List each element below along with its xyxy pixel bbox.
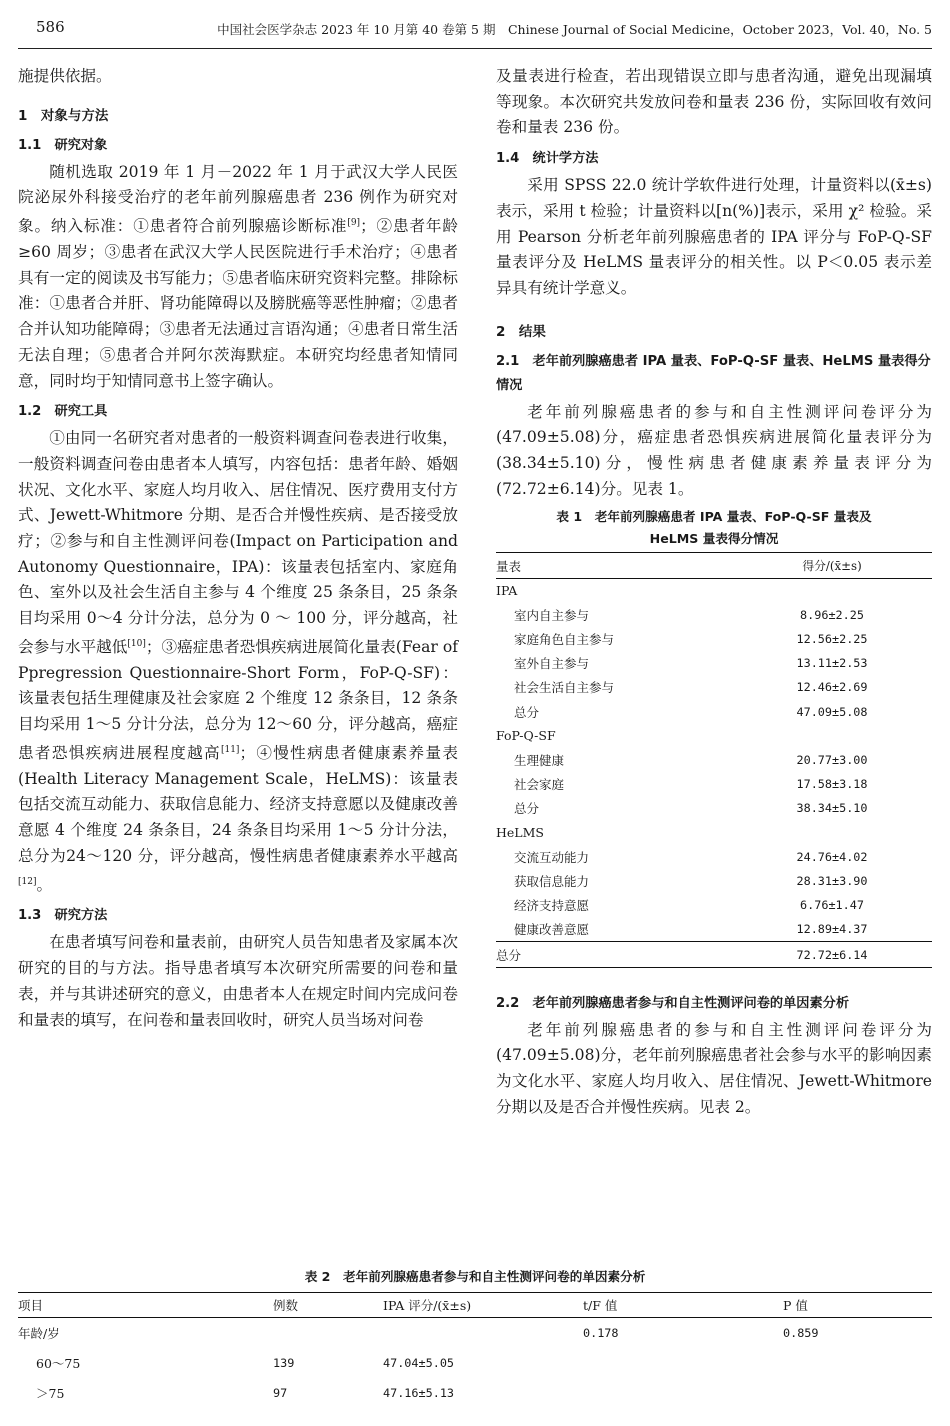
subsection-heading-1-4: 1.4 统计学方法 <box>496 151 599 167</box>
row-label: 社会生活自主参与 <box>514 680 615 696</box>
table-header-row <box>18 1293 932 1318</box>
row-value: 17.58±3.18 <box>796 777 868 792</box>
column-header: t/F 值 <box>583 1293 783 1318</box>
table1 <box>496 552 932 967</box>
row-label: 交流互动能力 <box>514 849 590 865</box>
text: ；③癌症患者恐惧疾病进展简化量表(Fear of Ppregression Questionnaire-Short Form，FoP-Q-SF)：该量表包括生理健康及社会家庭 2 个维度 12 条条目，12 条条目均采用 1～5 分计分法，总分为 12～60 分，评分越高，癌症患者恐惧疾病进展程度越高 <box>18 638 458 763</box>
text: ；④慢性病患者健康素养量表(Health Literacy Management Scale，HeLMS)：该量表包括交流互动能力、获取信息能力、经济支持意愿以及健康改善意愿 4 个维度 24 条条目，24 条条目均采用 1～5 分计分法，总分为24～120 分，评分越高，慢性病患者健康素养水平越高 <box>18 744 458 865</box>
caption-line: 表 1 老年前列腺癌患者 IPA 量表、FoP-Q-SF 量表及 <box>556 509 872 525</box>
table-row <box>496 796 932 820</box>
row-label: 生理健康 <box>514 753 565 769</box>
row-value: 24.76±4.02 <box>796 849 868 864</box>
citation-ref: [9] <box>347 218 361 229</box>
row-label: 60～75 <box>36 1356 81 1371</box>
table-row <box>496 893 932 917</box>
p-value: 0.859 <box>783 1326 819 1340</box>
table-row <box>496 603 932 627</box>
paragraph-continuation: 及量表进行检查，若出现错误立即与患者沟通，避免出现漏填等现象。本次研究共发放问卷和量表 236 份，实际回收有效问卷和量表 236 份。 <box>496 67 932 137</box>
row-label: 健康改善意愿 <box>514 922 590 938</box>
column-header: 得分/(x̄±s) <box>732 553 932 578</box>
row-value: 38.34±5.10 <box>796 801 868 816</box>
row-count: 139 <box>273 1356 295 1370</box>
table-row <box>18 1348 932 1378</box>
column-header: 项目 <box>18 1293 273 1318</box>
table-row <box>496 651 932 675</box>
right-column <box>496 64 932 1120</box>
text: ①由同一名研究者对患者的一般资料调查问卷表进行收集，一般资料调查问卷由患者本人填写，内容包括：患者年龄、婚姻状况、文化水平、家庭人均月收入、居住情况、医疗费用支付方式、Jewett-Whitmore 分期、是否合并慢性疾病、是否接受放疗；②参与和自主性测评问卷(Impact on Participation and Autonomy Questionnaire，IPA)：该量表包括室内、家庭角色、室外以及社会生活自主参与 4 个维度 25 条条目，25 条条目均采用 0～4 分计分法，总分为 0 ～ 100 分，评分越高，社会参与水平越低 <box>18 429 458 657</box>
paragraph-statistics: 采用 SPSS 22.0 统计学软件进行处理，计量资料以(x̄±s)表示，采用 t 检验；计量资料以[n(%)]表示，采用 χ² 检验。采用 Pearson 分析老年前列腺癌患者的 IPA 评分与 FoP-Q-SF 量表评分及 HeLMS 量表评分的相关性。以 P＜0.05 表示差异具有统计学意义。 <box>496 176 932 297</box>
page-number: 586 <box>36 18 65 36</box>
row-label: 家庭角色自主参与 <box>514 632 615 648</box>
row-value: 8.96±2.25 <box>800 607 864 622</box>
row-label: 获取信息能力 <box>514 873 590 889</box>
table-row <box>496 917 932 942</box>
row-label: ＞75 <box>36 1386 65 1401</box>
section-heading-2: 2 结果 <box>496 323 546 340</box>
table2-caption: 表 2 老年前列腺癌患者参与和自主性测评问卷的单因素分析 <box>304 1269 646 1284</box>
paragraph-results-2-2: 老年前列腺癌患者的参与和自主性测评问卷评分为(47.09±5.08)分，老年前列腺癌患者社会参与水平的影响因素为文化水平、家庭人均月收入、居住情况、Jewett-Whitmore 分期以及是否合并慢性疾病。见表 2。 <box>496 1020 932 1116</box>
subsection-heading-1-1: 1.1 研究对象 <box>18 137 108 153</box>
row-value: 47.16±5.13 <box>383 1386 455 1400</box>
paragraph-research-tools <box>18 426 458 898</box>
row-value: 20.77±3.00 <box>796 753 868 768</box>
table-group-row <box>496 578 932 603</box>
table-group-row <box>18 1318 932 1349</box>
subsection-heading-2-2: 2.2 老年前列腺癌患者参与和自主性测评问卷的单因素分析 <box>496 995 850 1011</box>
row-value: 12.56±2.25 <box>796 632 868 647</box>
column-header: P 值 <box>783 1293 932 1318</box>
left-column <box>18 64 458 1033</box>
table1-caption <box>496 506 932 550</box>
t-value: 0.178 <box>583 1326 619 1340</box>
text: 随机选取 2019 年 1 月－2022 年 1 月于武汉大学人民医院泌尿外科接受治疗的老年前列腺癌患者 236 例作为研究对象。纳入标准：①患者符合前列腺癌诊断标准 <box>18 162 458 236</box>
column-header: IPA 评分/(x̄±s) <box>383 1293 583 1318</box>
text: 。 <box>36 875 53 894</box>
paragraph-research-subjects <box>18 160 458 395</box>
row-value: 12.46±2.69 <box>796 680 868 695</box>
row-label: 室外自主参与 <box>514 656 590 672</box>
row-value: 47.04±5.05 <box>383 1356 455 1370</box>
column-header: 量表 <box>496 553 732 578</box>
text: ；②患者年龄≥60 周岁；③患者在武汉大学人民医院进行手术治疗；④患者具有一定的阅读及书写能力；⑤患者临床研究资料完整。排除标准：①患者合并肝、肾功能障碍以及膀胱癌等恶性肿瘤；②患者合并认知功能障碍；③患者无法通过言语沟通；④患者日常生活无法自理；⑤患者合并阿尔茨海默症。本研究均经患者知情同意，同时均于知情同意书上签字确认。 <box>18 217 458 390</box>
journal-citation: 中国社会医学杂志 2023 年 10 月第 40 卷第 5 期 Chinese Journal of Social Medicine，October 2023，Vol. 40，No. 5 <box>217 22 932 37</box>
paragraph-research-methods: 在患者填写问卷和量表前，由研究人员告知患者及家属本次研究的目的与方法。指导患者填写本次研究所需要的问卷和量表，并与其讲述研究的意义，由患者本人在规定时间内完成问卷和量表的填写，在问卷和量表回收时，研究人员当场对问卷 <box>18 933 458 1029</box>
row-value: 12.89±4.37 <box>796 922 868 937</box>
row-value: 13.11±2.53 <box>796 656 868 671</box>
table-row <box>496 748 932 772</box>
citation-ref: [10] <box>127 638 146 649</box>
row-label: 室内自主参与 <box>514 607 590 623</box>
subsection-heading-2-1: 2.1 老年前列腺癌患者 IPA 量表、FoP-Q-SF 量表、HeLMS 量表得分情况 <box>496 353 931 393</box>
table-group-row <box>496 821 932 845</box>
row-count: 97 <box>273 1386 288 1400</box>
subsection-heading-1-3: 1.3 研究方法 <box>18 908 108 924</box>
table2 <box>18 1292 932 1408</box>
section-heading-1: 1 对象与方法 <box>18 107 109 124</box>
group-label: FoP-Q-SF <box>496 728 556 744</box>
group-label: 年龄/岁 <box>18 1326 60 1341</box>
page-header <box>18 14 932 49</box>
table-group-row <box>496 724 932 748</box>
caption-line: HeLMS 量表得分情况 <box>649 531 779 547</box>
table-header-row <box>496 553 932 578</box>
table-total-row <box>496 942 932 967</box>
row-label: 总分 <box>496 942 732 967</box>
table-row <box>496 772 932 796</box>
column-header: 例数 <box>273 1293 383 1318</box>
row-value: 47.09±5.08 <box>796 704 868 719</box>
row-label: 经济支持意愿 <box>514 898 590 914</box>
row-label: 总分 <box>514 801 540 817</box>
row-value: 6.76±1.47 <box>800 898 864 913</box>
table-row <box>496 700 932 724</box>
paragraph-results-2-1: 老年前列腺癌患者的参与和自主性测评问卷评分为(47.09±5.08)分，癌症患者恐惧疾病进展简化量表评分为(38.34±5.10)分，慢性病患者健康素养量表评分为(72.72±6.14)分。见表 1。 <box>496 402 932 498</box>
citation-ref: [12] <box>18 876 37 887</box>
row-value: 28.31±3.90 <box>796 873 868 888</box>
citation-ref: [11] <box>220 744 240 755</box>
table2-block <box>18 1262 932 1408</box>
paragraph-continuation: 施提供依据。 <box>18 67 112 85</box>
subsection-heading-1-2: 1.2 研究工具 <box>18 404 108 420</box>
table-row <box>496 845 932 869</box>
table-row <box>18 1378 932 1408</box>
table-row <box>496 869 932 893</box>
table-row <box>496 675 932 699</box>
row-value: 72.72±6.14 <box>732 942 932 967</box>
row-label: 总分 <box>514 704 540 720</box>
group-label: IPA <box>496 583 518 599</box>
row-label: 社会家庭 <box>514 777 565 793</box>
group-label: HeLMS <box>496 825 544 841</box>
table-row <box>496 627 932 651</box>
